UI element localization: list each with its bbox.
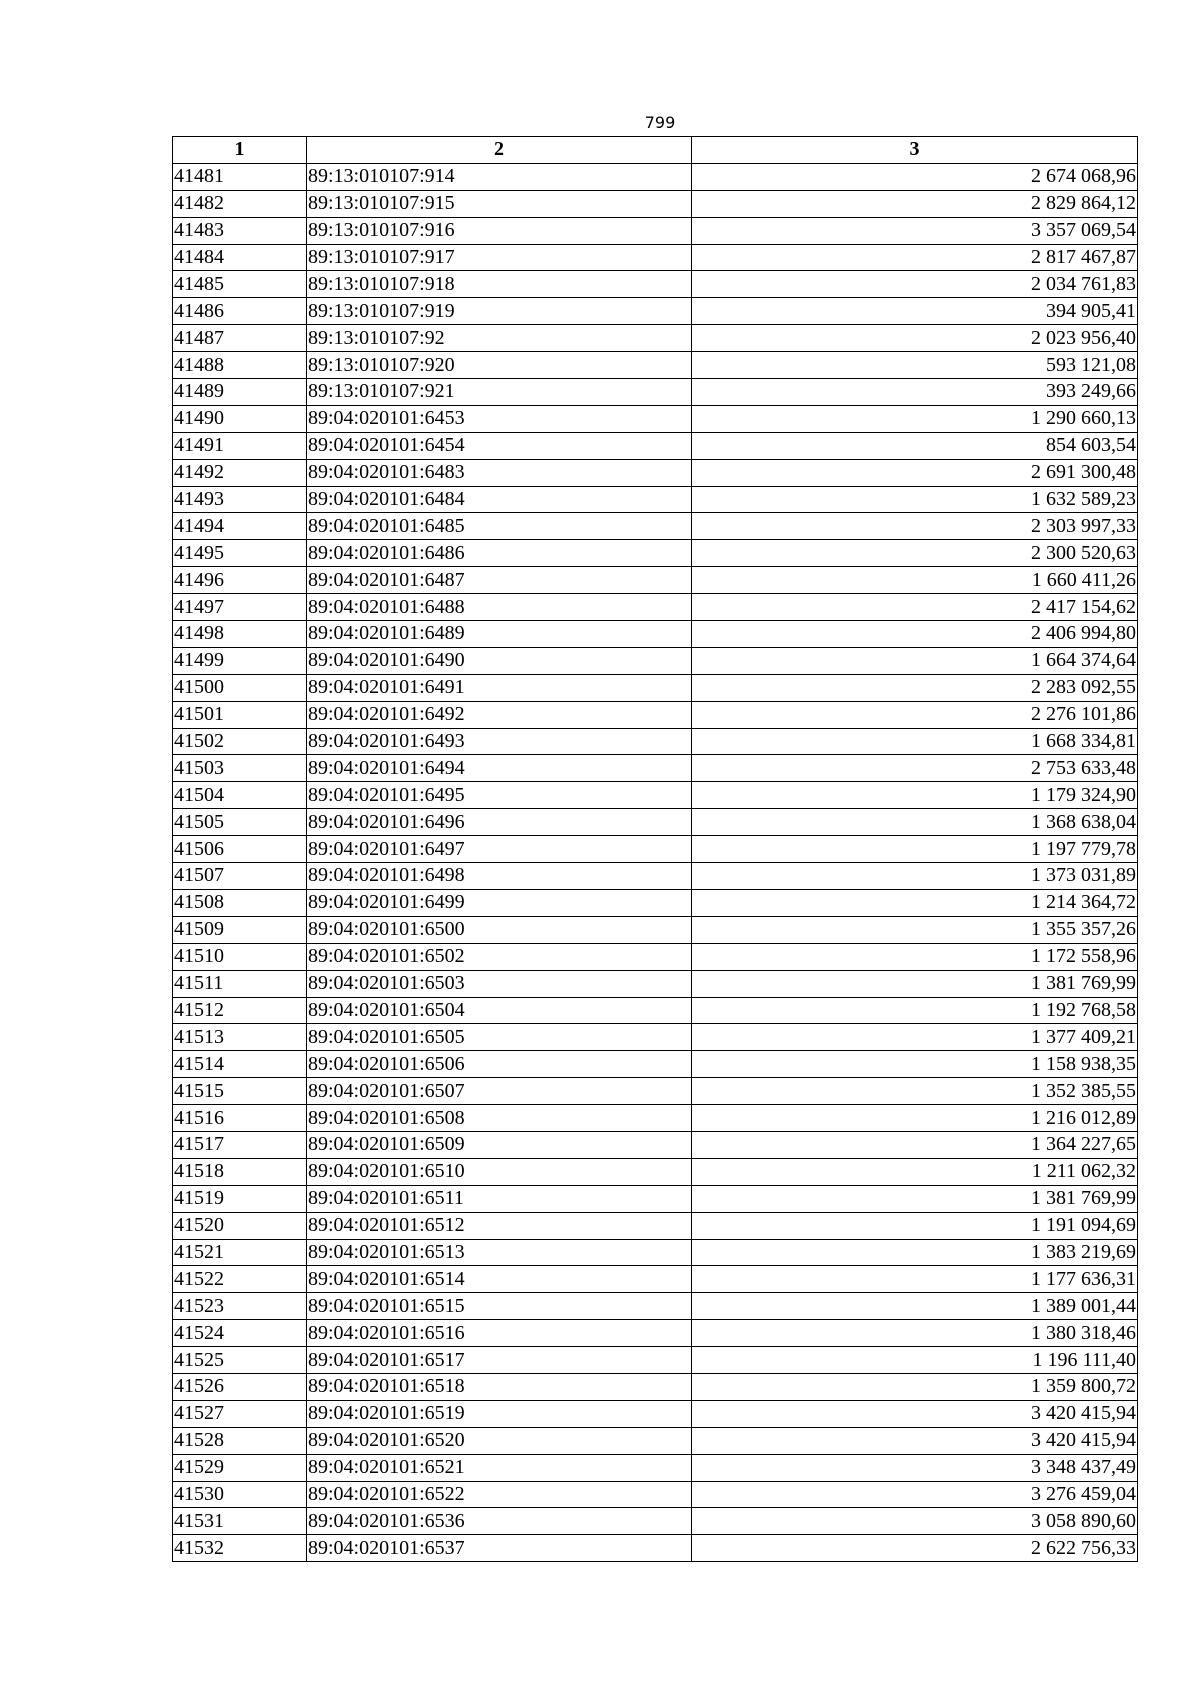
- table-row: [173, 755, 1138, 782]
- header-row: [173, 137, 1138, 164]
- cadastral-number-cell: 89:04:020101:6518: [307, 1373, 692, 1400]
- table-row: [173, 513, 1138, 540]
- value-cell: 3 420 415,94: [692, 1427, 1138, 1454]
- table-row: [173, 405, 1138, 432]
- row-number-cell: 41490: [173, 405, 307, 432]
- cadastral-number-cell: 89:04:020101:6495: [307, 782, 692, 809]
- cadastral-number-cell: 89:04:020101:6498: [307, 863, 692, 890]
- row-number-cell: 41503: [173, 755, 307, 782]
- cadastral-number-cell: 89:04:020101:6508: [307, 1105, 692, 1132]
- value-cell: 1 660 411,26: [692, 567, 1138, 594]
- table-row: [173, 1373, 1138, 1400]
- cadastral-number-cell: 89:13:010107:920: [307, 352, 692, 379]
- row-number-cell: 41530: [173, 1481, 307, 1508]
- value-cell: 2 023 956,40: [692, 325, 1138, 352]
- cadastral-number-cell: 89:04:020101:6494: [307, 755, 692, 782]
- row-number-cell: 41507: [173, 863, 307, 890]
- row-number-cell: 41527: [173, 1400, 307, 1427]
- cadastral-number-cell: 89:04:020101:6505: [307, 1024, 692, 1051]
- value-cell: 1 177 636,31: [692, 1266, 1138, 1293]
- cadastral-number-cell: 89:04:020101:6520: [307, 1427, 692, 1454]
- value-cell: 3 058 890,60: [692, 1508, 1138, 1535]
- row-number-cell: 41489: [173, 379, 307, 406]
- value-cell: 2 622 756,33: [692, 1535, 1138, 1562]
- value-cell: 1 179 324,90: [692, 782, 1138, 809]
- row-number-cell: 41481: [173, 163, 307, 190]
- table-row: [173, 889, 1138, 916]
- value-cell: 1 290 660,13: [692, 405, 1138, 432]
- cadastral-number-cell: 89:04:020101:6488: [307, 594, 692, 621]
- row-number-cell: 41498: [173, 621, 307, 648]
- value-cell: 1 364 227,65: [692, 1131, 1138, 1158]
- cadastral-number-cell: 89:04:020101:6514: [307, 1266, 692, 1293]
- row-number-cell: 41520: [173, 1212, 307, 1239]
- value-cell: 1 381 769,99: [692, 1185, 1138, 1212]
- value-cell: 1 368 638,04: [692, 809, 1138, 836]
- cadastral-number-cell: 89:13:010107:917: [307, 244, 692, 271]
- row-number-cell: 41486: [173, 298, 307, 325]
- row-number-cell: 41518: [173, 1158, 307, 1185]
- value-cell: 1 355 357,26: [692, 916, 1138, 943]
- table-row: [173, 1185, 1138, 1212]
- row-number-cell: 41483: [173, 217, 307, 244]
- cadastral-number-cell: 89:13:010107:918: [307, 271, 692, 298]
- row-number-cell: 41515: [173, 1078, 307, 1105]
- cadastral-number-cell: 89:04:020101:6512: [307, 1212, 692, 1239]
- value-cell: 1 359 800,72: [692, 1373, 1138, 1400]
- value-cell: 3 357 069,54: [692, 217, 1138, 244]
- row-number-cell: 41519: [173, 1185, 307, 1212]
- table-row: [173, 432, 1138, 459]
- value-cell: 2 283 092,55: [692, 674, 1138, 701]
- row-number-cell: 41500: [173, 674, 307, 701]
- value-cell: 2 300 520,63: [692, 540, 1138, 567]
- table-row: [173, 298, 1138, 325]
- row-number-cell: 41516: [173, 1105, 307, 1132]
- value-cell: 2 829 864,12: [692, 190, 1138, 217]
- value-cell: 1 664 374,64: [692, 647, 1138, 674]
- table-row: [173, 647, 1138, 674]
- table-row: [173, 1024, 1138, 1051]
- cadastral-number-cell: 89:04:020101:6491: [307, 674, 692, 701]
- cadastral-value-table: [172, 136, 1138, 1562]
- cadastral-number-cell: 89:04:020101:6507: [307, 1078, 692, 1105]
- cadastral-number-cell: 89:04:020101:6484: [307, 486, 692, 513]
- row-number-cell: 41492: [173, 459, 307, 486]
- value-cell: 1 352 385,55: [692, 1078, 1138, 1105]
- cadastral-number-cell: 89:04:020101:6496: [307, 809, 692, 836]
- row-number-cell: 41529: [173, 1454, 307, 1481]
- table-row: [173, 728, 1138, 755]
- table-row: [173, 1266, 1138, 1293]
- table-row: [173, 970, 1138, 997]
- cadastral-number-cell: 89:04:020101:6489: [307, 621, 692, 648]
- row-number-cell: 41491: [173, 432, 307, 459]
- row-number-cell: 41531: [173, 1508, 307, 1535]
- table-body: [173, 163, 1138, 1561]
- row-number-cell: 41512: [173, 997, 307, 1024]
- row-number-cell: 41508: [173, 889, 307, 916]
- value-cell: 1 197 779,78: [692, 836, 1138, 863]
- value-cell: 1 211 062,32: [692, 1158, 1138, 1185]
- cadastral-number-cell: 89:04:020101:6515: [307, 1293, 692, 1320]
- row-number-cell: 41496: [173, 567, 307, 594]
- row-number-cell: 41499: [173, 647, 307, 674]
- table-row: [173, 863, 1138, 890]
- row-number-cell: 41511: [173, 970, 307, 997]
- column-header-3: 3: [692, 137, 1138, 164]
- value-cell: 1 389 001,44: [692, 1293, 1138, 1320]
- table-row: [173, 1320, 1138, 1347]
- table-row: [173, 540, 1138, 567]
- row-number-cell: 41526: [173, 1373, 307, 1400]
- table-row: [173, 459, 1138, 486]
- row-number-cell: 41505: [173, 809, 307, 836]
- value-cell: 2 417 154,62: [692, 594, 1138, 621]
- table-row: [173, 1078, 1138, 1105]
- table-row: [173, 594, 1138, 621]
- cadastral-number-cell: 89:04:020101:6504: [307, 997, 692, 1024]
- table-row: [173, 486, 1138, 513]
- cadastral-number-cell: 89:04:020101:6500: [307, 916, 692, 943]
- cadastral-number-cell: 89:13:010107:915: [307, 190, 692, 217]
- cadastral-number-cell: 89:04:020101:6513: [307, 1239, 692, 1266]
- value-cell: 2 034 761,83: [692, 271, 1138, 298]
- row-number-cell: 41514: [173, 1051, 307, 1078]
- cadastral-number-cell: 89:04:020101:6497: [307, 836, 692, 863]
- row-number-cell: 41509: [173, 916, 307, 943]
- column-header-1: 1: [173, 137, 307, 164]
- cadastral-number-cell: 89:04:020101:6487: [307, 567, 692, 594]
- row-number-cell: 41528: [173, 1427, 307, 1454]
- value-cell: 1 172 558,96: [692, 943, 1138, 970]
- row-number-cell: 41523: [173, 1293, 307, 1320]
- cadastral-number-cell: 89:04:020101:6453: [307, 405, 692, 432]
- value-cell: 2 817 467,87: [692, 244, 1138, 271]
- row-number-cell: 41493: [173, 486, 307, 513]
- row-number-cell: 41494: [173, 513, 307, 540]
- row-number-cell: 41510: [173, 943, 307, 970]
- row-number-cell: 41521: [173, 1239, 307, 1266]
- cadastral-number-cell: 89:04:020101:6492: [307, 701, 692, 728]
- cadastral-number-cell: 89:04:020101:6493: [307, 728, 692, 755]
- table-row: [173, 836, 1138, 863]
- table-row: [173, 1131, 1138, 1158]
- row-number-cell: 41497: [173, 594, 307, 621]
- cadastral-number-cell: 89:04:020101:6517: [307, 1347, 692, 1374]
- table-row: [173, 244, 1138, 271]
- cadastral-number-cell: 89:04:020101:6506: [307, 1051, 692, 1078]
- table-row: [173, 567, 1138, 594]
- row-number-cell: 41482: [173, 190, 307, 217]
- table-row: [173, 997, 1138, 1024]
- table-row: [173, 1347, 1138, 1374]
- cadastral-number-cell: 89:04:020101:6502: [307, 943, 692, 970]
- table-row: [173, 621, 1138, 648]
- value-cell: 394 905,41: [692, 298, 1138, 325]
- cadastral-number-cell: 89:04:020101:6536: [307, 1508, 692, 1535]
- table-row: [173, 1535, 1138, 1562]
- table-row: [173, 1454, 1138, 1481]
- table-row: [173, 1508, 1138, 1535]
- value-cell: 3 348 437,49: [692, 1454, 1138, 1481]
- table-row: [173, 674, 1138, 701]
- row-number-cell: 41506: [173, 836, 307, 863]
- value-cell: 2 674 068,96: [692, 163, 1138, 190]
- value-cell: 1 191 094,69: [692, 1212, 1138, 1239]
- cadastral-number-cell: 89:04:020101:6537: [307, 1535, 692, 1562]
- table-row: [173, 217, 1138, 244]
- cadastral-number-cell: 89:04:020101:6486: [307, 540, 692, 567]
- cadastral-number-cell: 89:13:010107:914: [307, 163, 692, 190]
- cadastral-number-cell: 89:04:020101:6503: [307, 970, 692, 997]
- value-cell: 1 668 334,81: [692, 728, 1138, 755]
- cadastral-number-cell: 89:04:020101:6511: [307, 1185, 692, 1212]
- table-row: [173, 782, 1138, 809]
- cadastral-number-cell: 89:04:020101:6516: [307, 1320, 692, 1347]
- value-cell: 854 603,54: [692, 432, 1138, 459]
- table-row: [173, 943, 1138, 970]
- value-cell: 2 753 633,48: [692, 755, 1138, 782]
- row-number-cell: 41532: [173, 1535, 307, 1562]
- table-row: [173, 190, 1138, 217]
- table-row: [173, 916, 1138, 943]
- cadastral-number-cell: 89:04:020101:6521: [307, 1454, 692, 1481]
- row-number-cell: 41495: [173, 540, 307, 567]
- row-number-cell: 41524: [173, 1320, 307, 1347]
- value-cell: 1 216 012,89: [692, 1105, 1138, 1132]
- cadastral-number-cell: 89:04:020101:6499: [307, 889, 692, 916]
- table-row: [173, 1427, 1138, 1454]
- value-cell: 1 192 768,58: [692, 997, 1138, 1024]
- table-row: [173, 379, 1138, 406]
- table-row: [173, 1212, 1138, 1239]
- cadastral-number-cell: 89:13:010107:919: [307, 298, 692, 325]
- value-cell: 2 406 994,80: [692, 621, 1138, 648]
- value-cell: 2 691 300,48: [692, 459, 1138, 486]
- value-cell: 1 377 409,21: [692, 1024, 1138, 1051]
- row-number-cell: 41525: [173, 1347, 307, 1374]
- cadastral-number-cell: 89:04:020101:6454: [307, 432, 692, 459]
- cadastral-number-cell: 89:04:020101:6510: [307, 1158, 692, 1185]
- value-cell: 2 276 101,86: [692, 701, 1138, 728]
- cadastral-number-cell: 89:13:010107:921: [307, 379, 692, 406]
- cadastral-number-cell: 89:04:020101:6490: [307, 647, 692, 674]
- row-number-cell: 41502: [173, 728, 307, 755]
- value-cell: 593 121,08: [692, 352, 1138, 379]
- row-number-cell: 41513: [173, 1024, 307, 1051]
- row-number-cell: 41504: [173, 782, 307, 809]
- row-number-cell: 41487: [173, 325, 307, 352]
- value-cell: 2 303 997,33: [692, 513, 1138, 540]
- cadastral-number-cell: 89:04:020101:6485: [307, 513, 692, 540]
- cadastral-number-cell: 89:04:020101:6483: [307, 459, 692, 486]
- value-cell: 1 381 769,99: [692, 970, 1138, 997]
- cadastral-number-cell: 89:04:020101:6509: [307, 1131, 692, 1158]
- value-cell: 1 196 111,40: [692, 1347, 1138, 1374]
- value-cell: 1 373 031,89: [692, 863, 1138, 890]
- cadastral-number-cell: 89:04:020101:6519: [307, 1400, 692, 1427]
- cadastral-number-cell: 89:13:010107:916: [307, 217, 692, 244]
- table-row: [173, 271, 1138, 298]
- value-cell: 1 383 219,69: [692, 1239, 1138, 1266]
- value-cell: 3 420 415,94: [692, 1400, 1138, 1427]
- row-number-cell: 41488: [173, 352, 307, 379]
- cadastral-number-cell: 89:04:020101:6522: [307, 1481, 692, 1508]
- table-row: [173, 1158, 1138, 1185]
- page-number: 799: [644, 113, 676, 132]
- table-row: [173, 809, 1138, 836]
- value-cell: 1 380 318,46: [692, 1320, 1138, 1347]
- table-row: [173, 325, 1138, 352]
- table-row: [173, 1051, 1138, 1078]
- row-number-cell: 41517: [173, 1131, 307, 1158]
- table-row: [173, 1105, 1138, 1132]
- value-cell: 3 276 459,04: [692, 1481, 1138, 1508]
- column-header-2: 2: [307, 137, 692, 164]
- value-cell: 1 158 938,35: [692, 1051, 1138, 1078]
- table-row: [173, 701, 1138, 728]
- table-row: [173, 1481, 1138, 1508]
- cadastral-number-cell: 89:13:010107:92: [307, 325, 692, 352]
- table-row: [173, 1239, 1138, 1266]
- table-row: [173, 1400, 1138, 1427]
- table-row: [173, 352, 1138, 379]
- value-cell: 1 214 364,72: [692, 889, 1138, 916]
- row-number-cell: 41522: [173, 1266, 307, 1293]
- row-number-cell: 41501: [173, 701, 307, 728]
- row-number-cell: 41485: [173, 271, 307, 298]
- table-row: [173, 1293, 1138, 1320]
- row-number-cell: 41484: [173, 244, 307, 271]
- value-cell: 1 632 589,23: [692, 486, 1138, 513]
- value-cell: 393 249,66: [692, 379, 1138, 406]
- table-row: [173, 163, 1138, 190]
